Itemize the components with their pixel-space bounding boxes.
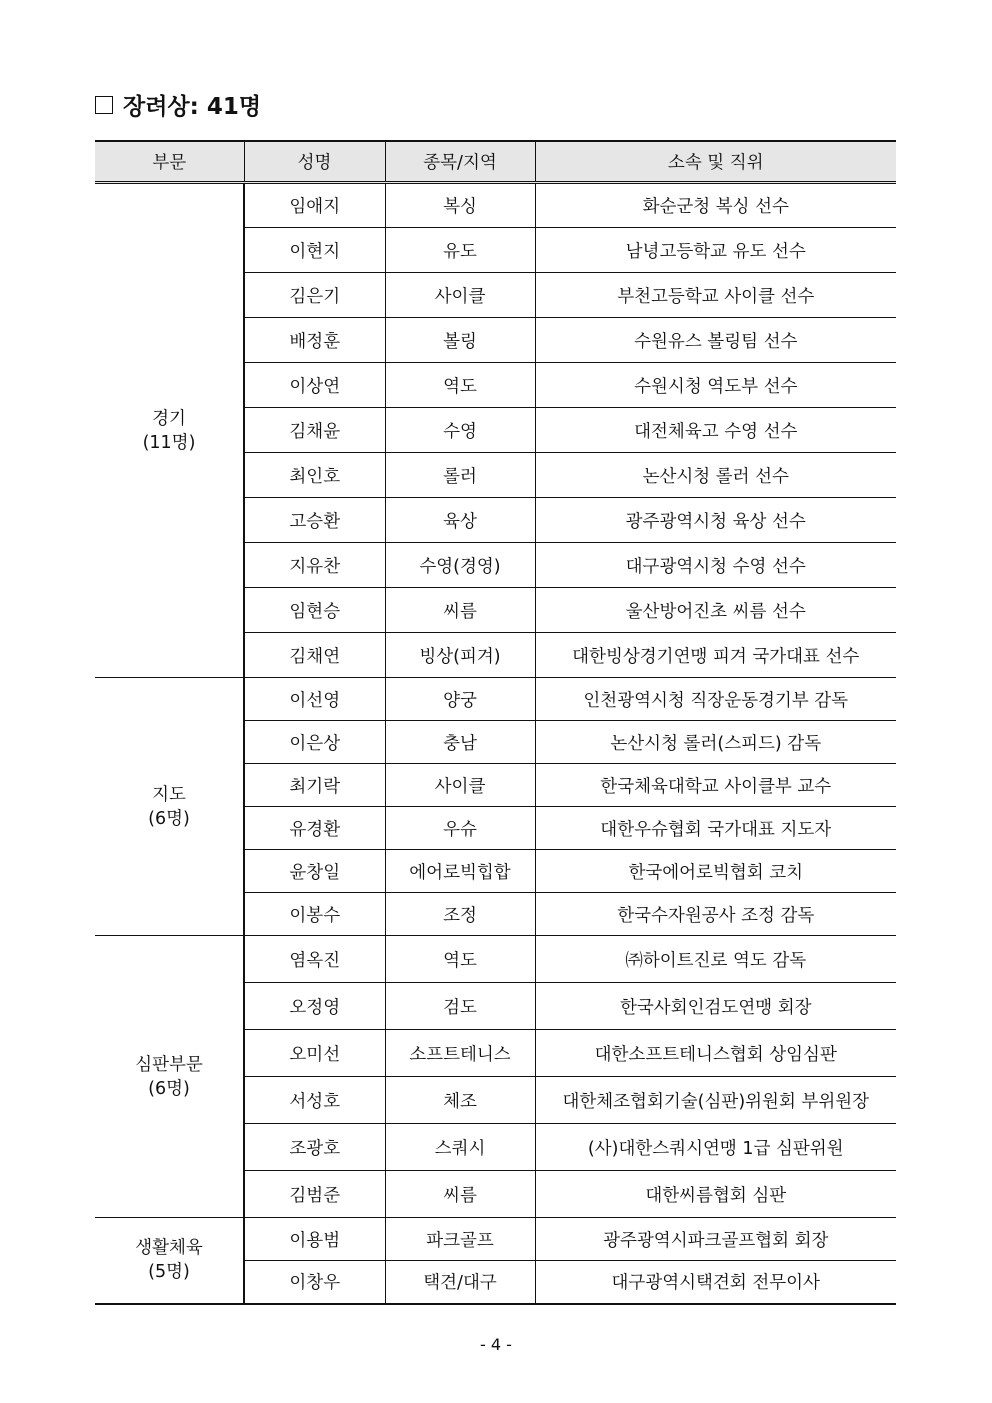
affiliation-cell: 화순군청 복싱 선수 [535, 183, 896, 228]
section-title [95, 88, 261, 121]
affiliation-cell: 대구광역시청 수영 선수 [535, 543, 896, 588]
affiliation-cell: 한국사회인검도연맹 회장 [535, 983, 896, 1030]
page-number: - 4 - [480, 1335, 512, 1354]
affiliation-cell: (사)대한스쿼시연맹 1급 심판위원 [535, 1124, 896, 1171]
category-count: (5명) [148, 1262, 190, 1283]
sport-region-cell: 조정 [385, 893, 535, 936]
table-row [95, 1218, 896, 1261]
affiliation-cell: 대한씨름협회 심판 [535, 1171, 896, 1218]
affiliation-cell: 논산시청 롤러(스피드) 감독 [535, 721, 896, 764]
category-cell [95, 936, 244, 1218]
person-name-cell: 염옥진 [244, 936, 385, 983]
category-count: (6명) [148, 1078, 190, 1099]
person-name-cell: 이창우 [244, 1261, 385, 1304]
sport-region-cell: 역도 [385, 363, 535, 408]
sport-region-cell: 복싱 [385, 183, 535, 228]
table-row [95, 183, 896, 228]
person-name-cell: 김은기 [244, 273, 385, 318]
person-name-cell: 임애지 [244, 183, 385, 228]
section-title-text: 장려상: 41명 [123, 94, 262, 120]
table-body [95, 183, 896, 1304]
sport-region-cell: 수영(경영) [385, 543, 535, 588]
category-name: 심판부문 [135, 1054, 203, 1075]
table-header-row [95, 141, 896, 183]
person-name-cell: 이상연 [244, 363, 385, 408]
sport-region-cell: 우슈 [385, 807, 535, 850]
person-name-cell: 최인호 [244, 453, 385, 498]
person-name-cell: 최기락 [244, 764, 385, 807]
sport-region-cell: 육상 [385, 498, 535, 543]
affiliation-cell: 한국수자원공사 조정 감독 [535, 893, 896, 936]
sport-region-cell: 사이클 [385, 273, 535, 318]
person-name-cell: 지유찬 [244, 543, 385, 588]
table-row [95, 678, 896, 721]
affiliation-cell: 대한소프트테니스협회 상임심판 [535, 1030, 896, 1077]
affiliation-cell: 남녕고등학교 유도 선수 [535, 228, 896, 273]
sport-region-cell: 유도 [385, 228, 535, 273]
person-name-cell: 이은상 [244, 721, 385, 764]
header-sport-region: 종목/지역 [385, 141, 535, 183]
person-name-cell: 이봉수 [244, 893, 385, 936]
person-name-cell: 김채윤 [244, 408, 385, 453]
affiliation-cell: 수원유스 볼링팀 선수 [535, 318, 896, 363]
sport-region-cell: 검도 [385, 983, 535, 1030]
sport-region-cell: 택견/대구 [385, 1261, 535, 1304]
person-name-cell: 김채연 [244, 633, 385, 678]
affiliation-cell: 광주광역시청 육상 선수 [535, 498, 896, 543]
category-cell [95, 678, 244, 936]
sport-region-cell: 볼링 [385, 318, 535, 363]
category-name: 경기 [152, 408, 186, 429]
sport-region-cell: 역도 [385, 936, 535, 983]
affiliation-cell: 한국에어로빅협회 코치 [535, 850, 896, 893]
person-name-cell: 고승환 [244, 498, 385, 543]
category-count: (11명) [142, 432, 196, 453]
person-name-cell: 이용범 [244, 1218, 385, 1261]
affiliation-cell: 광주광역시파크골프협회 회장 [535, 1218, 896, 1261]
affiliation-cell: 한국체육대학교 사이클부 교수 [535, 764, 896, 807]
affiliation-cell: 인천광역시청 직장운동경기부 감독 [535, 678, 896, 721]
person-name-cell: 윤창일 [244, 850, 385, 893]
sport-region-cell: 씨름 [385, 1171, 535, 1218]
sport-region-cell: 파크골프 [385, 1218, 535, 1261]
sport-region-cell: 체조 [385, 1077, 535, 1124]
person-name-cell: 배정훈 [244, 318, 385, 363]
person-name-cell: 이선영 [244, 678, 385, 721]
affiliation-cell: 수원시청 역도부 선수 [535, 363, 896, 408]
sport-region-cell: 수영 [385, 408, 535, 453]
table-row [95, 936, 896, 983]
person-name-cell: 오정영 [244, 983, 385, 1030]
person-name-cell: 조광호 [244, 1124, 385, 1171]
category-name: 생활체육 [135, 1238, 203, 1259]
person-name-cell: 서성호 [244, 1077, 385, 1124]
header-name: 성명 [244, 141, 385, 183]
affiliation-cell: 대한체조협회기술(심판)위원회 부위원장 [535, 1077, 896, 1124]
sport-region-cell: 에어로빅힙합 [385, 850, 535, 893]
sport-region-cell: 양궁 [385, 678, 535, 721]
sport-region-cell: 스쿼시 [385, 1124, 535, 1171]
affiliation-cell: 부천고등학교 사이클 선수 [535, 273, 896, 318]
affiliation-cell: 대구광역시택견회 전무이사 [535, 1261, 896, 1304]
affiliation-cell: ㈜하이트진로 역도 감독 [535, 936, 896, 983]
category-name: 지도 [152, 784, 186, 805]
checkbox-square-icon [95, 96, 113, 114]
person-name-cell: 이현지 [244, 228, 385, 273]
affiliation-cell: 대한빙상경기연맹 피겨 국가대표 선수 [535, 633, 896, 678]
affiliation-cell: 대전체육고 수영 선수 [535, 408, 896, 453]
sport-region-cell: 씨름 [385, 588, 535, 633]
person-name-cell: 임현승 [244, 588, 385, 633]
category-cell [95, 1218, 244, 1304]
person-name-cell: 유경환 [244, 807, 385, 850]
sport-region-cell: 빙상(피겨) [385, 633, 535, 678]
sport-region-cell: 소프트테니스 [385, 1030, 535, 1077]
category-count: (6명) [148, 808, 190, 829]
sport-region-cell: 롤러 [385, 453, 535, 498]
category-cell [95, 183, 244, 678]
header-category: 부문 [95, 141, 244, 183]
person-name-cell: 김범준 [244, 1171, 385, 1218]
header-affiliation: 소속 및 직위 [535, 141, 896, 183]
affiliation-cell: 울산방어진초 씨름 선수 [535, 588, 896, 633]
affiliation-cell: 논산시청 롤러 선수 [535, 453, 896, 498]
award-table [95, 140, 896, 1305]
sport-region-cell: 사이클 [385, 764, 535, 807]
sport-region-cell: 충남 [385, 721, 535, 764]
person-name-cell: 오미선 [244, 1030, 385, 1077]
affiliation-cell: 대한우슈협회 국가대표 지도자 [535, 807, 896, 850]
